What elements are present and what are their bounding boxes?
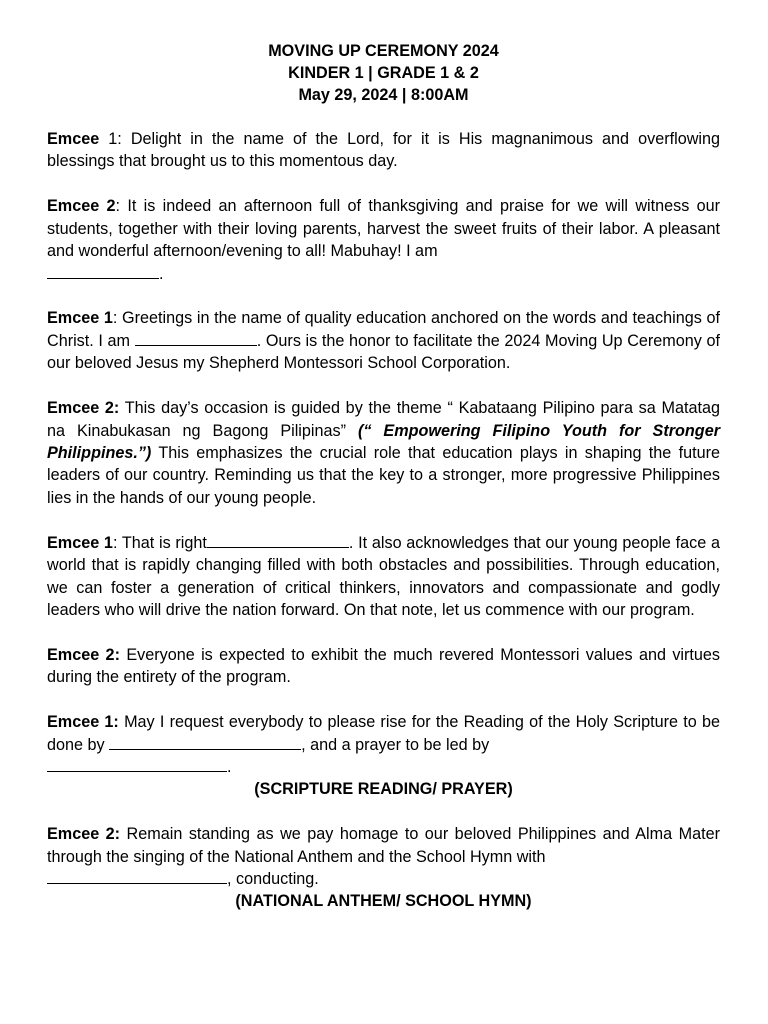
script-paragraph-1 (47, 128, 720, 173)
script-paragraph-8: Emcee 2: Remain standing as we pay homage to our beloved Philippines and Alma Mater through the singing of the National Anthem and the School Hymn with , conducting. (NATIONAL ANTHEM/ SCHOOL HYMN) (47, 823, 720, 913)
speaker-label: Emcee 2: (47, 645, 120, 664)
paragraph-text: , and a prayer to be led by (301, 735, 490, 754)
document-levels: KINDER 1 | GRADE 1 & 2 (288, 64, 479, 82)
speaker-label: Emcee 2 (47, 197, 116, 216)
name-blank (47, 263, 159, 279)
name-blank (47, 756, 227, 772)
document-title: MOVING UP CEREMONY 2024 (268, 42, 499, 60)
name-blank (47, 868, 227, 884)
paragraph-text: : It is indeed an afternoon full of thanksgiving and praise for we will witness our students, together with their loving parents, harvest the sweet fruits of their labor. A pleasant and wonderful afternoon/evening to all! Mabuhay! I am (47, 197, 721, 261)
name-blank (109, 734, 301, 750)
document-header (47, 40, 720, 106)
speaker-label: Emcee 2: (47, 399, 120, 418)
speaker-label: Emcee 1 (47, 130, 118, 148)
name-blank (207, 532, 349, 548)
theme-emphasis: (“ Empowering Filipino Youth for Stronger Philippines.”) (47, 421, 720, 462)
speaker-label: Emcee 1 (47, 309, 113, 328)
paragraph-text: . It also acknowledges that our young people face a world that is rapidly changing filled with both obstacles and possibilities. Through education, we can foster a generation of critical thinkers, innovators and compassionate and godly leaders who will drive the nation forward. On that note, let us commence with our program. (47, 533, 720, 619)
paragraph-text: This day’s occasion is guided by the theme “ Kabataang Pilipino para sa Matatag na Kinabukasan ng Bagong Pilipinas” (47, 399, 721, 440)
program-cue: (NATIONAL ANTHEM/ SCHOOL HYMN) (235, 892, 532, 911)
script-paragraph-2: Emcee 2: It is indeed an afternoon full of thanksgiving and praise for we will witness our students, together with their loving parents, harvest the sweet fruits of their labor. A pleasant and wonderful afternoon/evening to all! Mabuhay! I am . (47, 197, 721, 283)
script-paragraph-7: Emcee 1: May I request everybody to please rise for the Reading of the Holy Scripture to be done by , and a prayer to be led by . (SCRIPTURE READING/ PRAYER) (47, 711, 720, 801)
paragraph-text: May I request everybody to please rise for the Reading of the Holy Scripture to be done by (47, 713, 720, 754)
name-blank (135, 330, 257, 346)
paragraph-text: Everyone is expected to exhibit the much revered Montessori values and virtues during the entirety of the program. (47, 645, 721, 687)
script-paragraph-4 (47, 397, 720, 509)
paragraph-text: This emphasizes the crucial role that education plays in shaping the future leaders of our country. Reminding us that the key to a stronger, more progressive Philippines lies in the hands of our young people. (47, 443, 720, 507)
program-cue: (SCRIPTURE READING/ PRAYER) (254, 780, 513, 799)
document-date: May 29, 2024 | 8:00AM (298, 86, 469, 104)
speaker-label: Emcee 2: (47, 825, 121, 844)
script-paragraph-5 (47, 532, 720, 622)
speaker-label: Emcee 1 (47, 533, 113, 552)
paragraph-text: : Delight in the name of the Lord, for it is His magnanimous and overflowing blessings that brought us to this momentous day. (47, 130, 720, 171)
paragraph-text: : Greetings in the name of quality education anchored on the words and teachings of Christ. I am (47, 309, 720, 350)
script-paragraph-3 (47, 307, 720, 374)
script-paragraph-6 (47, 644, 720, 689)
paragraph-text: : That is right (112, 533, 207, 552)
paragraph-text: . Ours is the honor to facilitate the 2024 Moving Up Ceremony of our beloved Jesus my Shepherd Montessori School Corporation. (47, 331, 721, 373)
paragraph-text: Remain standing as we pay homage to our beloved Philippines and Alma Mater through the singing of the National Anthem and the School Hymn with (47, 825, 720, 866)
speaker-label: Emcee 1: (47, 713, 119, 732)
